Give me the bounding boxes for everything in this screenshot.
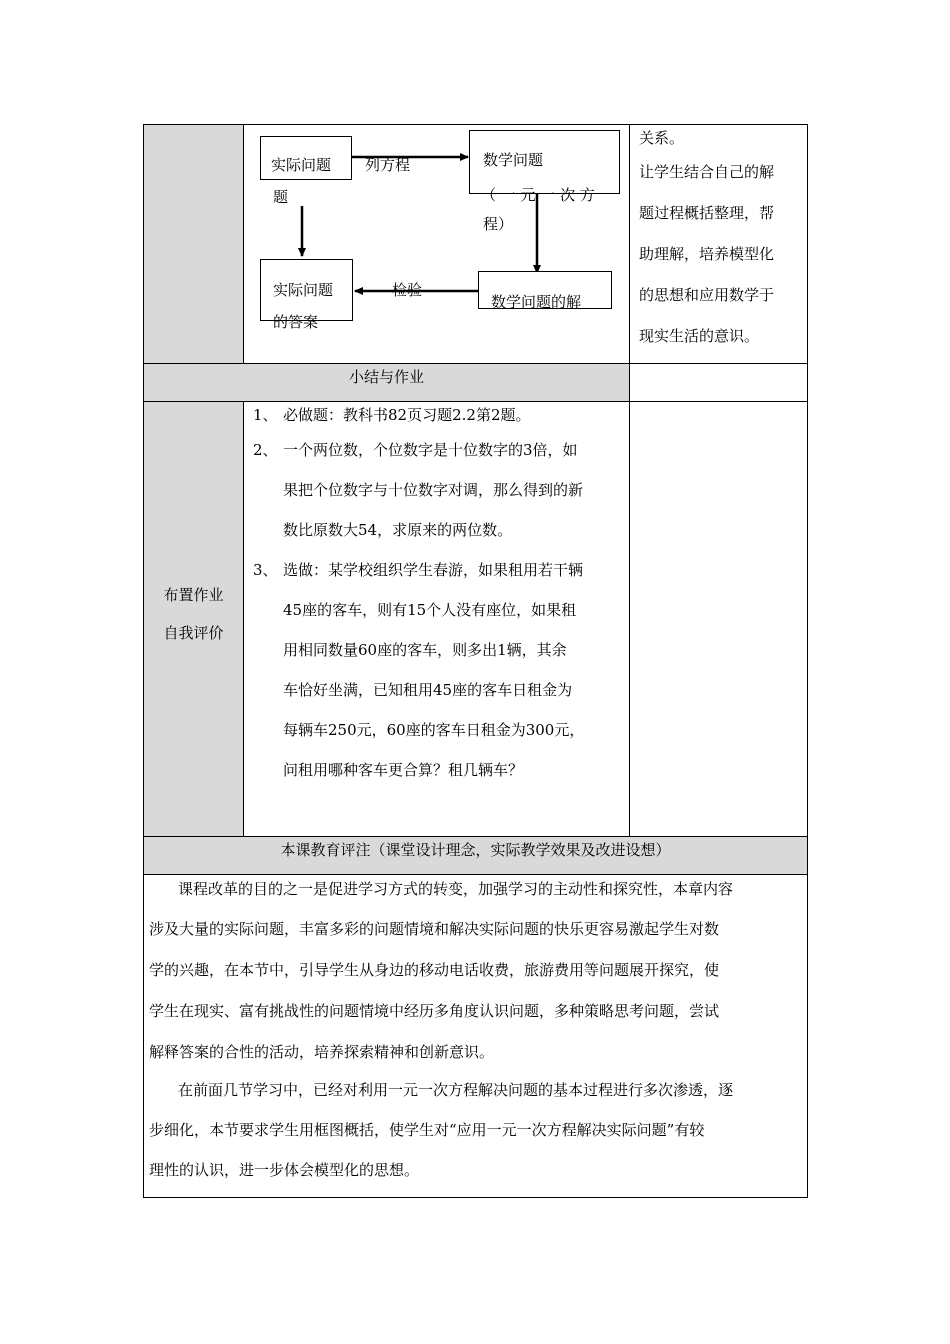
left-label-line1: 布置作业 xyxy=(163,586,224,604)
homework-text: 45座的客车，则有15个人没有座位，如果租 xyxy=(283,601,577,619)
homework-line xyxy=(253,630,628,670)
row-divider-4 xyxy=(143,874,808,875)
homework-num: 2、 xyxy=(253,441,278,459)
review-line: 学的兴趣，在本节中，引导学生从身边的移动电话收费，旅游费用等问题展开探究，使 xyxy=(149,961,720,979)
flow-box1-line1: 实际问题 xyxy=(271,156,332,174)
right-note-line: 现实生活的意识。 xyxy=(639,327,760,345)
right-note-line: 关系。 xyxy=(639,129,685,147)
homework-num: 3、 xyxy=(253,561,278,579)
summary-header: 小结与作业 xyxy=(348,368,424,386)
right-note-line: 题过程概括整理，帮 xyxy=(639,204,775,222)
flow-box4-line1: 数学问题的解 xyxy=(491,293,582,311)
col-divider-left-b xyxy=(243,401,244,836)
homework-num: 1、 xyxy=(253,406,278,424)
homework-line xyxy=(253,550,628,590)
flow-box3-line1: 实际问题 xyxy=(273,281,334,299)
homework-line xyxy=(253,430,628,470)
flow-box2-line1: 数学问题 xyxy=(483,151,544,169)
review-line: 在前面几节学习中，已经对利用一元一次方程解决问题的基本过程进行多次渗透，逐 xyxy=(178,1081,734,1099)
right-note-line: 助理解，培养模型化 xyxy=(639,245,775,263)
table-border-right xyxy=(807,124,808,1198)
col-divider-right xyxy=(629,124,630,836)
homework-text: 问租用哪种客车更合算？租几辆车？ xyxy=(283,761,524,779)
homework-text: 必做题：教科书82页习题2.2第2题。 xyxy=(283,406,531,424)
homework-text: 一个两位数，个位数字是十位数字的3倍，如 xyxy=(283,441,578,459)
homework-line xyxy=(253,750,628,790)
flow-box3-line2: 的答案 xyxy=(273,313,319,331)
flow-box1-line2: 题 xyxy=(273,188,289,206)
homework-text: 数比原数大54，求原来的两位数。 xyxy=(283,521,513,539)
homework-text: 车恰好坐满，已知租用45座的客车日租金为 xyxy=(283,681,573,699)
flow-box2-line3: 程） xyxy=(483,215,514,233)
homework-line xyxy=(253,510,628,550)
left-label-line2: 自我评价 xyxy=(163,624,224,642)
left-column-shade-homework xyxy=(143,401,244,837)
review-line: 步细化，本节要求学生用框图概括，使学生对“应用一元一次方程解决实际问题”有较 xyxy=(149,1121,705,1139)
homework-text: 选做：某学校组织学生春游，如果租用若干辆 xyxy=(283,561,584,579)
table-border-bottom xyxy=(143,1197,808,1198)
homework-line xyxy=(253,404,628,430)
left-column-shade-top xyxy=(143,125,244,363)
homework-line xyxy=(253,470,628,510)
table-border-left xyxy=(143,124,144,1198)
homework-line xyxy=(253,670,628,710)
homework-text: 每辆车250元，60座的客车日租金为300元， xyxy=(283,721,585,739)
review-line: 学生在现实、富有挑战性的问题情境中经历多角度认识问题，多种策略思考问题，尝试 xyxy=(149,1002,720,1020)
review-line: 理性的认识，进一步体会模型化的思想。 xyxy=(149,1161,420,1179)
flow-box2-line2: （ 一 元 一 次 方 xyxy=(481,186,595,204)
right-notes xyxy=(639,124,805,357)
col-divider-left-a xyxy=(243,124,244,363)
right-note-line: 让学生结合自己的解 xyxy=(639,163,775,181)
homework-list xyxy=(253,404,628,790)
homework-text: 果把个位数字与十位数字对调，那么得到的新 xyxy=(283,481,584,499)
right-note-line: 的思想和应用数学于 xyxy=(639,286,775,304)
review-line: 课程改革的目的之一是促进学习方式的转变，加强学习的主动性和探究性，本章内容 xyxy=(178,880,734,898)
homework-line xyxy=(253,710,628,750)
review-line: 解释答案的合性的活动，培养探索精神和创新意识。 xyxy=(149,1043,495,1061)
flow-arrow2-label: 检验 xyxy=(392,281,423,299)
flow-arrow1-label: 列方程 xyxy=(365,156,411,174)
homework-line xyxy=(253,590,628,630)
review-header: 本课教育评注（课堂设计理念，实际教学效果及改进设想） xyxy=(280,841,671,859)
homework-text: 用相同数量60座的客车，则多出1辆，其余 xyxy=(283,641,567,659)
review-line: 涉及大量的实际问题，丰富多彩的问题情境和解决实际问题的快乐更容易激起学生对数 xyxy=(149,920,720,938)
